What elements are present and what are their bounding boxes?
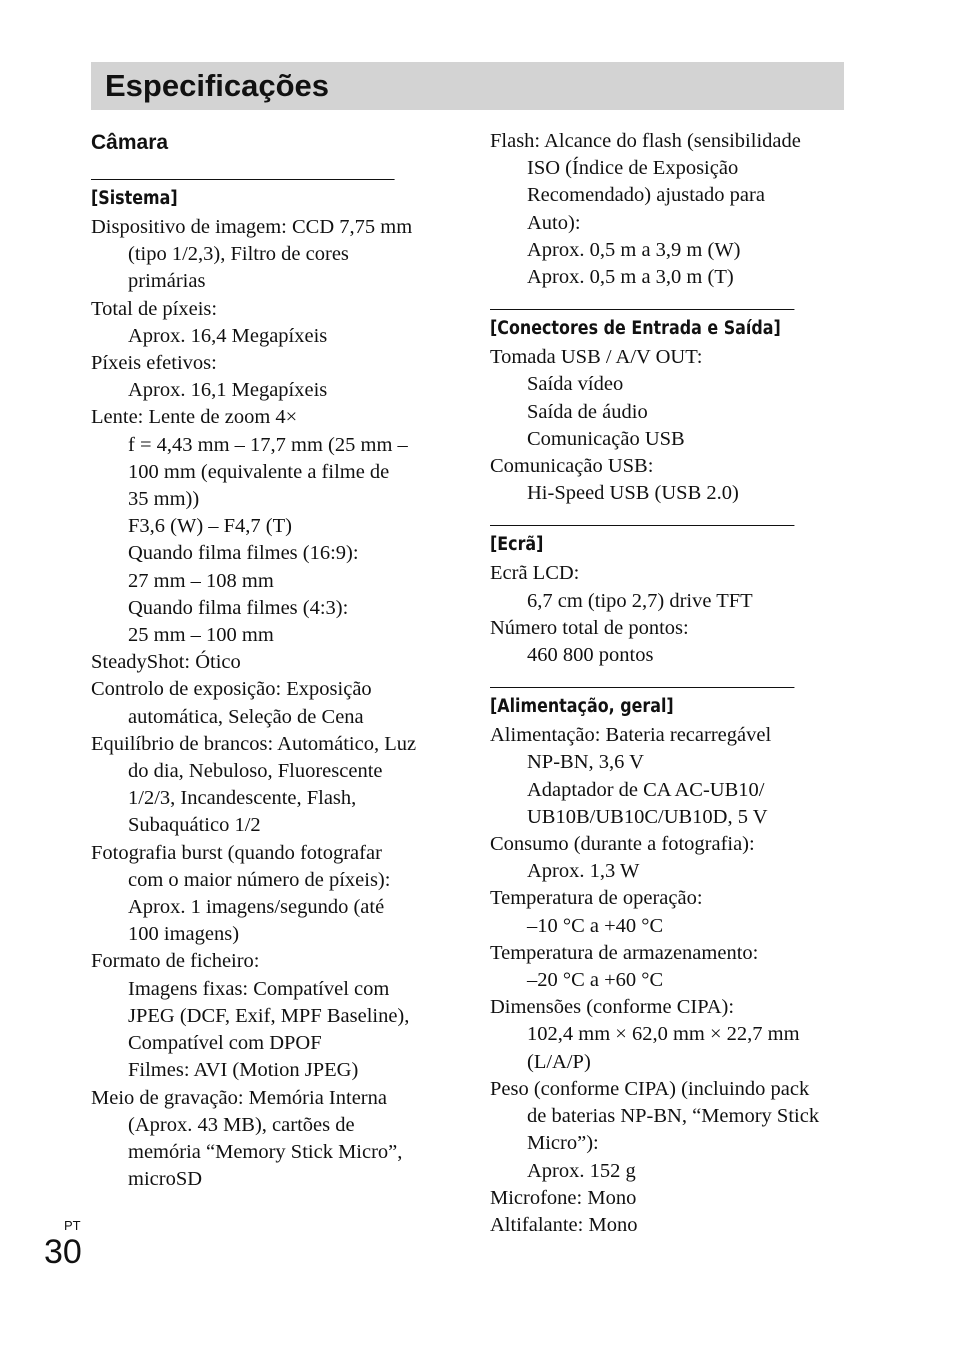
spec-value-line: Aprox. 152 g — [527, 1159, 636, 1182]
spec-value-line: Saída vídeo — [527, 373, 624, 396]
spec-value-line: memória “Memory Stick Micro”, — [128, 1140, 403, 1163]
spec-value-line: (Aprox. 43 MB), cartões de — [128, 1113, 355, 1136]
spec-label-line: Microfone: Mono — [490, 1186, 637, 1209]
spec-label-line: Dimensões (conforme CIPA): — [490, 996, 735, 1019]
spec-label-line: SteadyShot: Ótico — [91, 651, 241, 674]
section-heading-camera: Câmara — [91, 131, 169, 154]
spec-value-line: Aprox. 0,5 m a 3,0 m (T) — [527, 266, 734, 289]
spec-section-title: [Alimentação, geral] — [490, 687, 794, 720]
spec-value-line: Subaquático 1/2 — [128, 814, 261, 837]
spec-label-line: Píxeis efetivos: — [91, 352, 217, 375]
spec-value-line: Aprox. 1 imagens/segundo (até — [128, 896, 385, 919]
spec-label-line: Tomada USB / A/V OUT: — [490, 346, 703, 369]
spec-label-line: Peso (conforme CIPA) (incluindo pack — [490, 1077, 810, 1100]
spec-label-line: Temperatura de armazenamento: — [490, 941, 759, 964]
spec-value-line: 25 mm – 100 mm — [128, 624, 274, 647]
spec-value-line: Aprox. 16,4 Megapíxeis — [128, 324, 328, 347]
page-number: 30 — [44, 1233, 82, 1271]
spec-value-line: f = 4,43 mm – 17,7 mm (25 mm – — [128, 433, 408, 456]
spec-label-line: Consumo (durante a fotografia): — [490, 833, 755, 856]
spec-value-line: Compatível com DPOF — [128, 1032, 322, 1055]
spec-value-line: Aprox. 16,1 Megapíxeis — [128, 379, 328, 402]
spec-value-line: –10 °C a +40 °C — [527, 914, 664, 937]
spec-value-line: Recomendado) ajustado para — [527, 184, 765, 207]
page-title: Especificações — [105, 68, 330, 103]
spec-value-line: 460 800 pontos — [527, 644, 654, 667]
spec-value-line: 102,4 mm × 62,0 mm × 22,7 mm — [527, 1023, 800, 1046]
spec-value-line: 27 mm – 108 mm — [128, 569, 274, 592]
spec-value-line: Aprox. 0,5 m a 3,9 m (W) — [527, 238, 741, 261]
spec-value-line: (L/A/P) — [527, 1050, 591, 1073]
spec-value-line: Auto): — [527, 211, 581, 234]
spec-value-line: Imagens fixas: Compatível com — [128, 977, 390, 1000]
spec-section — [490, 525, 844, 669]
spec-label-line: Número total de pontos: — [490, 616, 689, 639]
spec-label-line: Flash: Alcance do flash (sensibilidade — [490, 130, 801, 152]
spec-label-line: Temperatura de operação: — [490, 887, 703, 910]
spec-value-line: primárias — [128, 270, 206, 293]
spec-section — [490, 309, 844, 507]
spec-label-line: Meio de gravação: Memória Interna — [91, 1086, 387, 1109]
spec-section — [91, 179, 444, 1193]
spec-value-line: UB10B/UB10C/UB10D, 5 V — [527, 805, 768, 828]
flash-spec-block — [490, 128, 844, 291]
spec-label-line: Fotografia burst (quando fotografar — [91, 841, 382, 864]
spec-value-line: JPEG (DCF, Exif, MPF Baseline), — [128, 1004, 410, 1027]
spec-value-line: microSD — [128, 1168, 203, 1191]
spec-value-line: 1/2/3, Incandescente, Flash, — [128, 787, 357, 810]
spec-value-line: (tipo 1/2,3), Filtro de cores — [128, 243, 349, 266]
right-sections — [490, 309, 844, 1239]
spec-section-title: [Ecrã] — [490, 525, 794, 558]
spec-label-line: Formato de ficheiro: — [91, 950, 260, 973]
spec-label-line: Lente: Lente de zoom 4× — [91, 406, 298, 429]
spec-section — [490, 687, 844, 1239]
language-tag: PT — [64, 1218, 81, 1233]
spec-label-line: Controlo de exposição: Exposição — [91, 678, 372, 701]
spec-value-line: 35 mm)) — [128, 488, 200, 511]
left-sections — [91, 179, 444, 1193]
spec-label-line: Ecrã LCD: — [490, 562, 580, 585]
spec-label-line: Equilíbrio de brancos: Automático, Luz — [91, 732, 417, 755]
spec-value-line: Quando filma filmes (4:3): — [128, 596, 349, 619]
spec-value-line: 100 mm (equivalente a filme de — [128, 460, 390, 483]
spec-value-line: NP-BN, 3,6 V — [527, 751, 644, 774]
left-column — [91, 128, 444, 1211]
spec-section-title: [Conectores de Entrada e Saída] — [490, 309, 794, 342]
spec-value-line: do dia, Nebuloso, Fluorescente — [128, 760, 383, 783]
spec-value-line: Aprox. 1,3 W — [527, 860, 640, 883]
spec-value-line: Comunicação USB — [527, 427, 685, 450]
spec-label-line: Altifalante: Mono — [490, 1213, 638, 1236]
spec-value-line: Saída de áudio — [527, 400, 648, 423]
right-column — [490, 128, 844, 1257]
spec-value-line: ISO (Índice de Exposição — [527, 157, 739, 180]
title-bar — [91, 62, 844, 110]
spec-value-line: Micro”): — [527, 1132, 599, 1155]
spec-value-line: Quando filma filmes (16:9): — [128, 542, 359, 565]
spec-value-line: 6,7 cm (tipo 2,7) drive TFT — [527, 589, 753, 612]
spec-value-line: Hi-Speed USB (USB 2.0) — [527, 482, 739, 505]
spec-label-line: Dispositivo de imagem: CCD 7,75 mm — [91, 216, 413, 238]
spec-value-line: –20 °C a +60 °C — [527, 969, 664, 992]
spec-value-line: 100 imagens) — [128, 923, 240, 946]
spec-section-title: [Sistema] — [91, 179, 395, 212]
spec-label-line: Comunicação USB: — [490, 455, 654, 478]
spec-value-line: com o maior número de píxeis): — [128, 868, 391, 891]
spec-value-line: de baterias NP-BN, “Memory Stick — [527, 1105, 820, 1128]
spec-value-line: Filmes: AVI (Motion JPEG) — [128, 1059, 359, 1082]
spec-value-line: F3,6 (W) – F4,7 (T) — [128, 515, 292, 538]
spec-value-line: Adaptador de CA AC-UB10/ — [527, 778, 765, 801]
spec-label-line: Total de píxeis: — [91, 297, 218, 320]
spec-value-line: automática, Seleção de Cena — [128, 705, 364, 728]
spec-label-line: Alimentação: Bateria recarregável — [490, 724, 772, 747]
